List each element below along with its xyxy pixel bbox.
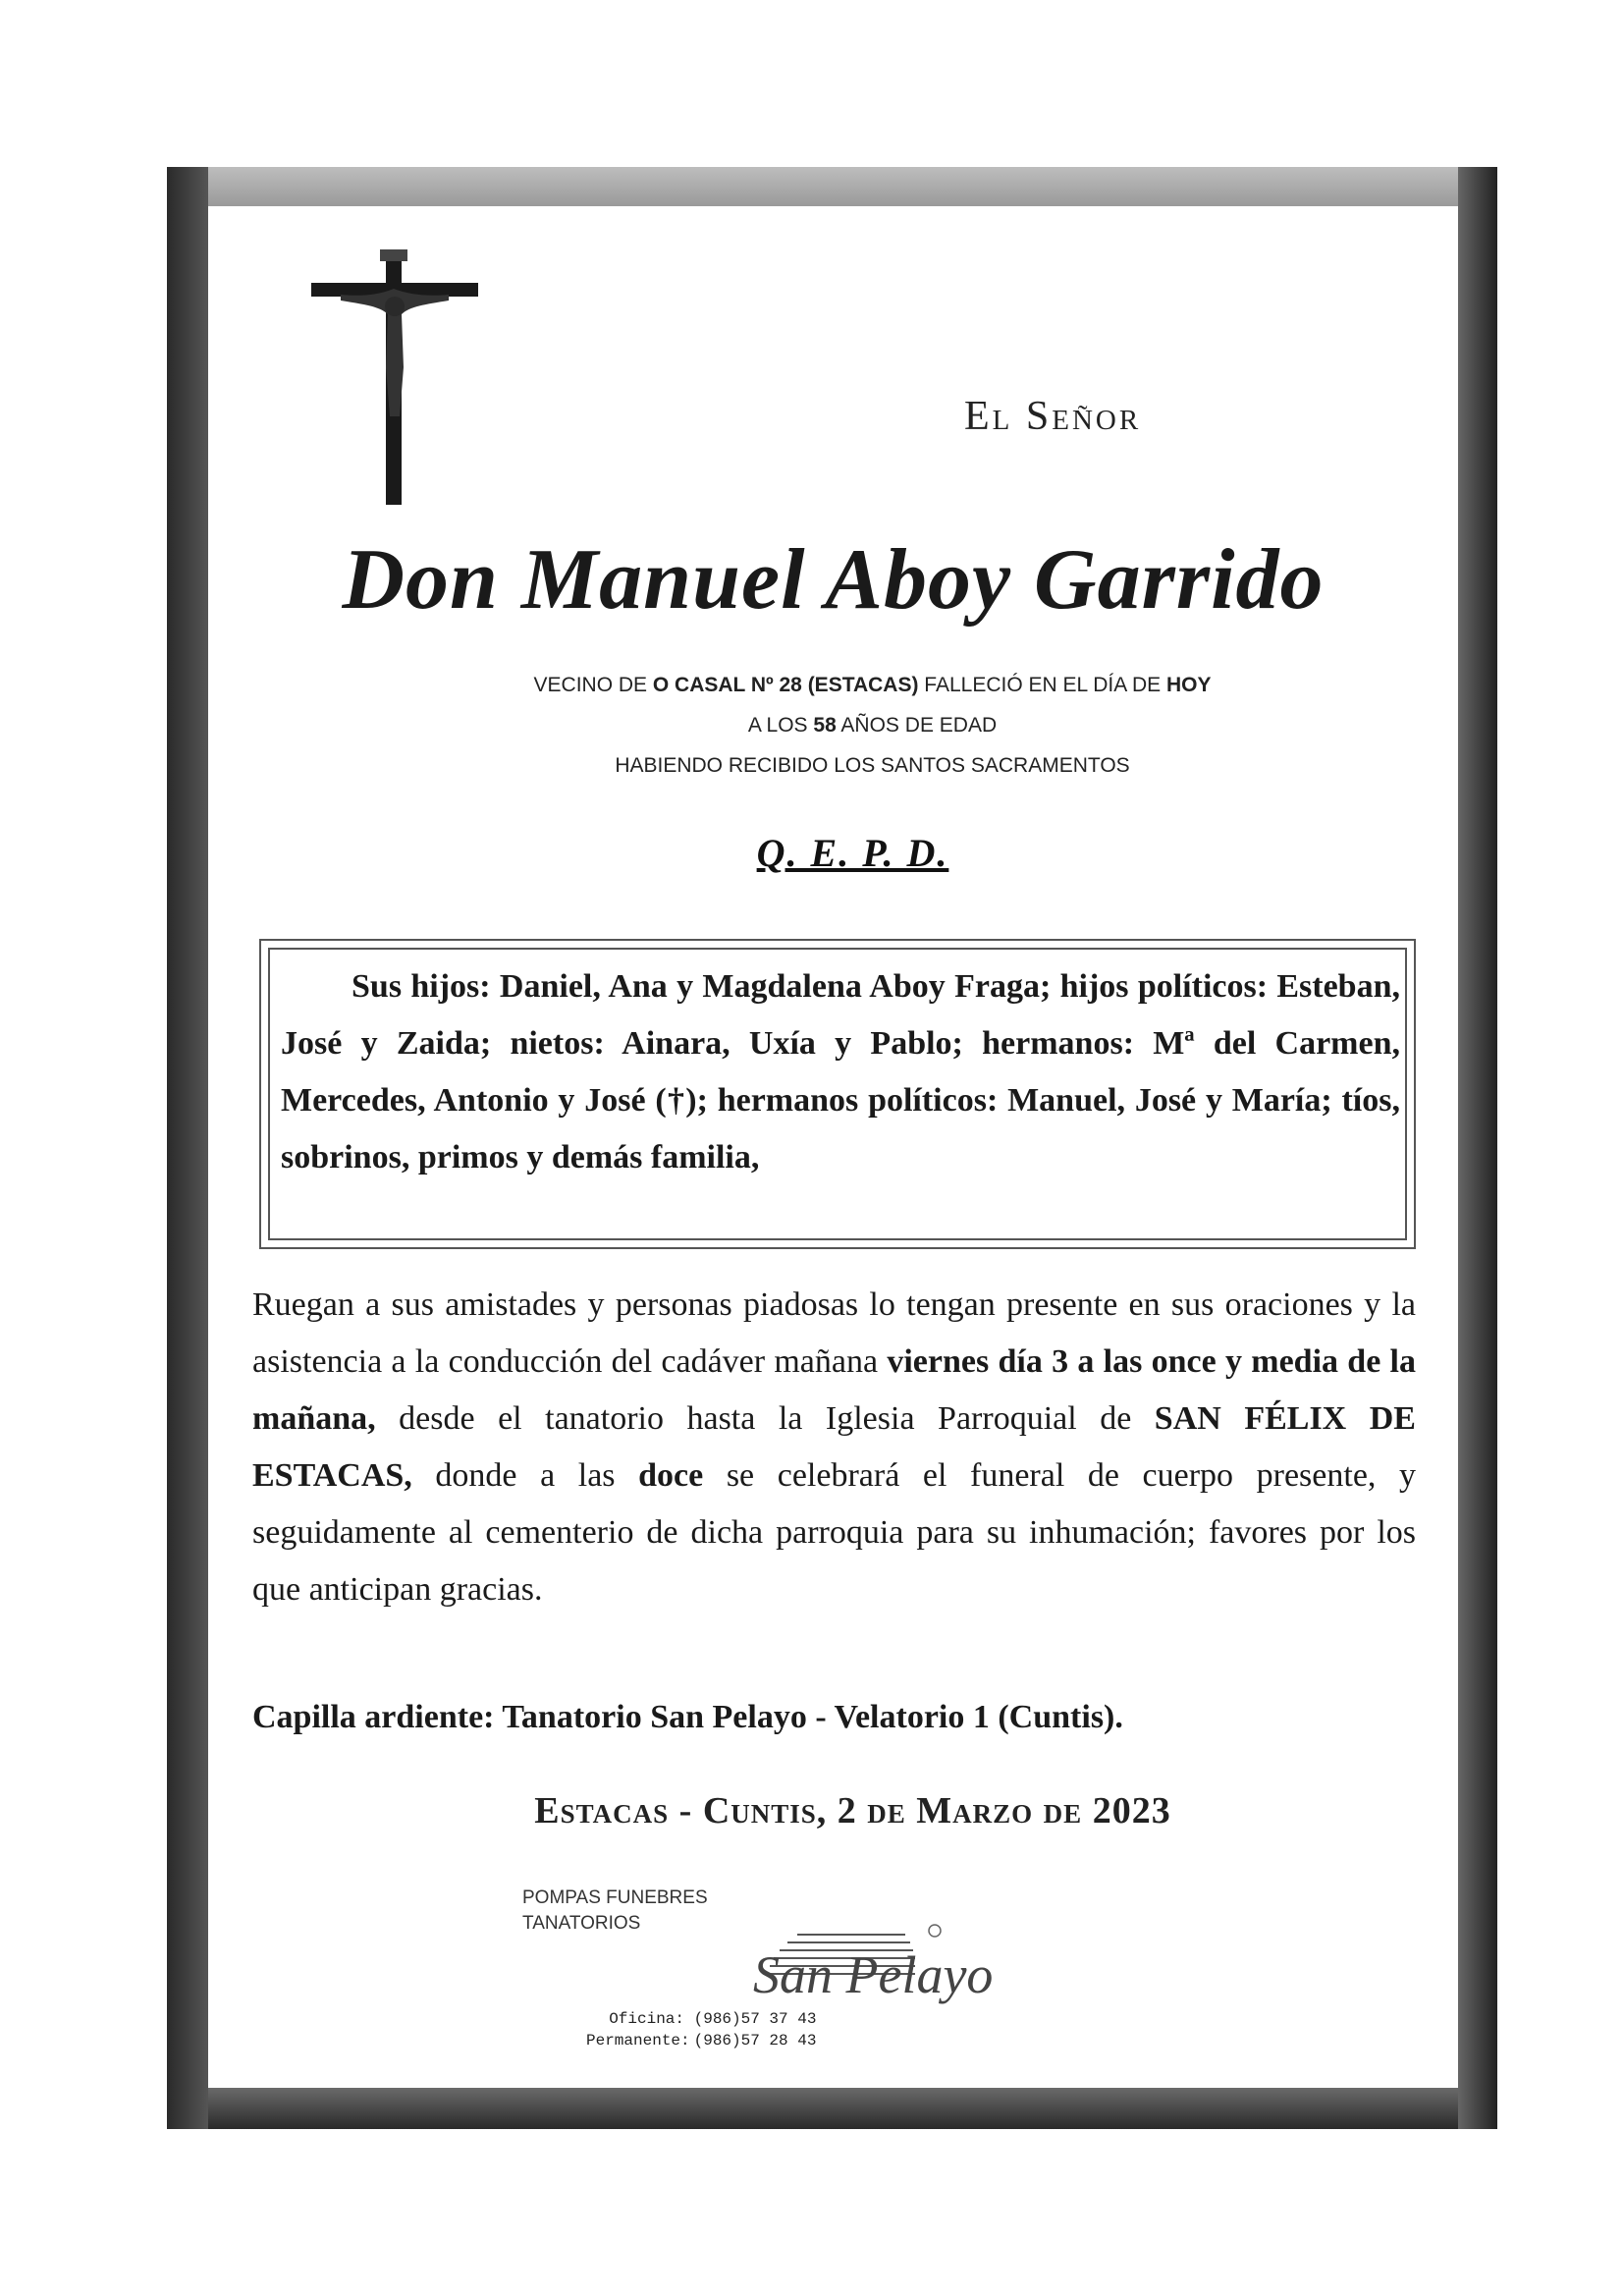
- capilla-ardiente: Capilla ardiente: Tanatorio San Pelayo - Velatorio 1 (Cuntis).: [252, 1699, 1123, 1735]
- frame-bottom: [167, 2088, 1497, 2129]
- funeral-home-line-1: POMPAS FUNEBRES: [522, 1887, 708, 1908]
- frame-left: [167, 167, 208, 2129]
- info-line-1: VECINO DE O CASAL Nº 28 (ESTACAS) FALLECIÓ EN EL DÍA DE HOY: [533, 674, 1212, 696]
- deceased-name: Don Manuel Aboy Garrido: [342, 532, 1325, 628]
- ruegan-paragraph: Ruegan a sus amistades y personas piadosas lo tengan presente en sus oraciones y la asistencia a la conducción del cadáver mañana viernes día 3 a las once y media de la mañana, desde el tanatorio hasta la Iglesia Parroquial de SAN FÉLIX DE ESTACAS, donde a las doce se celebrará el funeral de cuerpo presente, y seguidamente al cementerio de dicha parroquia para su inhumación; favores por los que anticipan gracias.: [252, 1286, 1417, 1608]
- san-pelayo-logo-text: San Pelayo: [753, 1945, 994, 2004]
- date-line: Estacas - Cuntis, 2 de Marzo de 2023: [534, 1790, 1171, 1831]
- title-el-senor: El Señor: [964, 394, 1142, 439]
- funeral-home-labels: [522, 1886, 708, 1937]
- info-line-3: HABIENDO RECIBIDO LOS SANTOS SACRAMENTOS: [615, 754, 1130, 777]
- frame-right: [1458, 167, 1497, 2129]
- family-text: Sus hijos: Daniel, Ana y Magdalena Aboy Fraga; hijos políticos: Esteban, José y Zaida; nietos: Ainara, Uxía y Pablo; hermanos: Mª del Carmen, Mercedes, Antonio y José (†); hermanos políticos: Manuel, José y María; tíos, sobrinos, primos y demás familia,: [281, 968, 1400, 1175]
- office-phone-row: Oficina: (986)57 37 43: [609, 2010, 817, 2028]
- obituary-card: [208, 206, 1458, 2088]
- crucifix-icon: [311, 249, 478, 505]
- family-box: [259, 939, 1416, 1249]
- qepd: Q. E. P. D.: [756, 831, 949, 875]
- funeral-home-line-2: TANATORIOS: [522, 1913, 641, 1934]
- frame-top: [167, 167, 1497, 206]
- info-line-2: A LOS 58 AÑOS DE EDAD: [747, 714, 998, 737]
- permanent-phone-row: Permanente: (986)57 28 43: [586, 2032, 817, 2050]
- funeral-home-phones: [586, 2008, 816, 2051]
